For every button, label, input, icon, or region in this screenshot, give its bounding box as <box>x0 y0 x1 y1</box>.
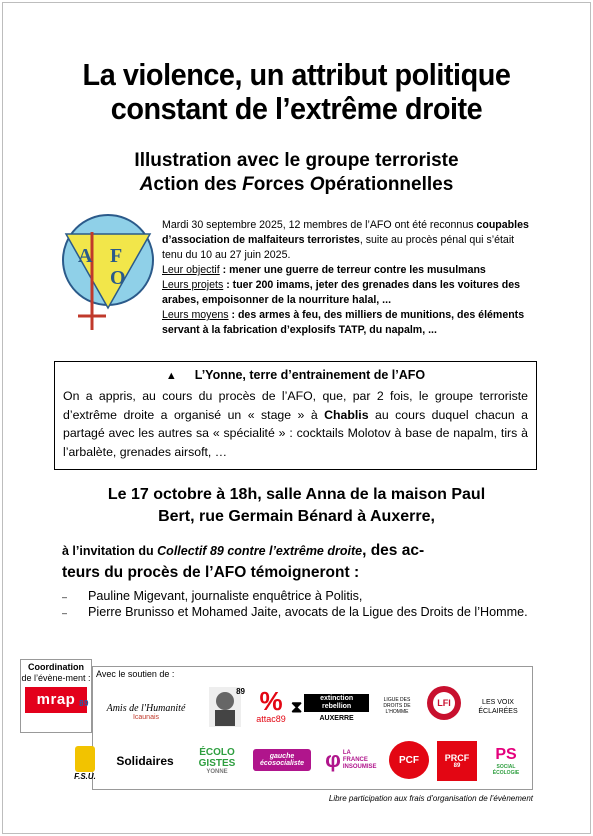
intro-text <box>162 218 534 338</box>
ps-logo-icon: PS SOCIAL ÉCOLOGIE <box>492 746 520 776</box>
jaures-portrait-icon: 89 <box>205 685 245 729</box>
support-logos-box: Avec le soutien de : Amis de l'Humanité Icaunais 89 % attac89 ⧗ extinction rebellion AUXERRE LIGUE DES DROITS DE L'HOMME LFI LES VOIX ÉCLAIRÉES F.S.U. Solidaires ÉCOLO GISTES YONNE gauche écosocialiste φ LA FRANCE INSOUMISE PCF PRCF 89 PS SOCIAL ÉCOLOGIE <box>92 666 533 790</box>
lfi-logo-icon: φ LA FRANCE INSOUMISE <box>325 747 377 772</box>
svg-text:O: O <box>110 267 126 289</box>
ecologistes-logo-icon: ÉCOLO GISTES YONNE <box>198 747 236 775</box>
solidaires-logo-icon: Solidaires <box>116 754 174 768</box>
title-line-1: La violence, un attribut politique <box>82 57 511 92</box>
coordination-box: Coordination de l’évène-ment : mrap 89 <box>20 659 92 733</box>
list-item: – Pauline Migevant, journaliste enquêtrice à Politis, <box>62 588 532 604</box>
fsu-logo-icon: F.S.U. <box>65 741 105 785</box>
prcf-logo-icon: PRCF 89 <box>437 741 477 781</box>
invitation: à l’invitation du Collectif 89 contre l’extrême droite, des ac- teurs du procès de l’AFO témoigneront : <box>62 542 425 581</box>
footer-note: Libre participation aux frais d’organisation de l’évènement <box>328 794 533 803</box>
projets-line: Leurs projets : tuer 200 imams, jeter des grenades dans les voitures des arabes, empoisonner de la nourriture halal, ... <box>162 279 521 306</box>
attac-logo-icon: % attac89 <box>256 686 286 724</box>
subtitle <box>0 149 593 197</box>
page-title <box>21 58 572 126</box>
yonne-box <box>54 361 537 470</box>
triangle-icon: ▲ <box>165 370 177 382</box>
speakers-list <box>62 588 532 620</box>
gauche-ecosocialiste-logo-icon: gauche écosocialiste <box>253 749 311 771</box>
moyens-line: Leurs moyens : des armes à feu, des milliers de munitions, des éléments servant à la fabrication d’explosifs TATP, du napalm, ... <box>162 309 525 336</box>
event-details: Le 17 octobre à 18h, salle Anna de la maison Paul Bert, rue Germain Bénard à Auxerre, <box>107 486 486 525</box>
afo-logo-icon <box>58 212 158 336</box>
extinction-rebellion-logo-icon: ⧗ extinction rebellion AUXERRE <box>291 689 369 727</box>
amis-humanite-logo-icon: Amis de l'Humanité Icaunais <box>106 703 186 721</box>
title-line-2: constant de l’extrême droite <box>110 91 483 126</box>
objectif-line: Leur objectif : mener une guerre de terreur contre les musulmans <box>162 264 486 276</box>
pcf-logo-icon: PCF <box>389 741 429 779</box>
subtitle-line-2: Action des Forces Opérationnelles <box>139 174 454 195</box>
svg-text:F: F <box>110 245 123 267</box>
mrap-logo-icon: mrap 89 <box>25 687 87 713</box>
subtitle-line-1: Illustration avec le groupe terroriste <box>134 150 459 171</box>
yonne-heading: ▲ L’Yonne, terre d’entrainement de l’AFO <box>165 368 426 382</box>
yonne-body: On a appris, au cours du procès de l’AFO, que, par 2 fois, le groupe terroriste d’extrême droite a organisé un « stage » à Chablis au cours duquel chacun a partagé avec les autres sa « spécialité » : cocktails Molotov à base de napalm, tirs à l’arbalète, grenades airsoft, … <box>63 389 529 459</box>
ldh-logo-icon: LIGUE DES DROITS DE L'HOMME <box>383 697 411 715</box>
svg-text:A: A <box>78 245 93 267</box>
verdict-paragraph: Mardi 30 septembre 2025, 12 membres de l’AFO ont été reconnus coupables d’association de malfaiteurs terroristes, suite au procès pénal qui s’était tenu du 10 au 27 juin 2025. <box>162 219 529 261</box>
list-item: – Pierre Brunisso et Mohamed Jaite, avocats de la Ligue des Droits de l’Homme. <box>62 604 532 620</box>
voix-eclairees-logo-icon: LES VOIX ÉCLAIRÉES <box>478 699 518 715</box>
lfi-stamp-logo-icon: LFI <box>425 683 463 723</box>
